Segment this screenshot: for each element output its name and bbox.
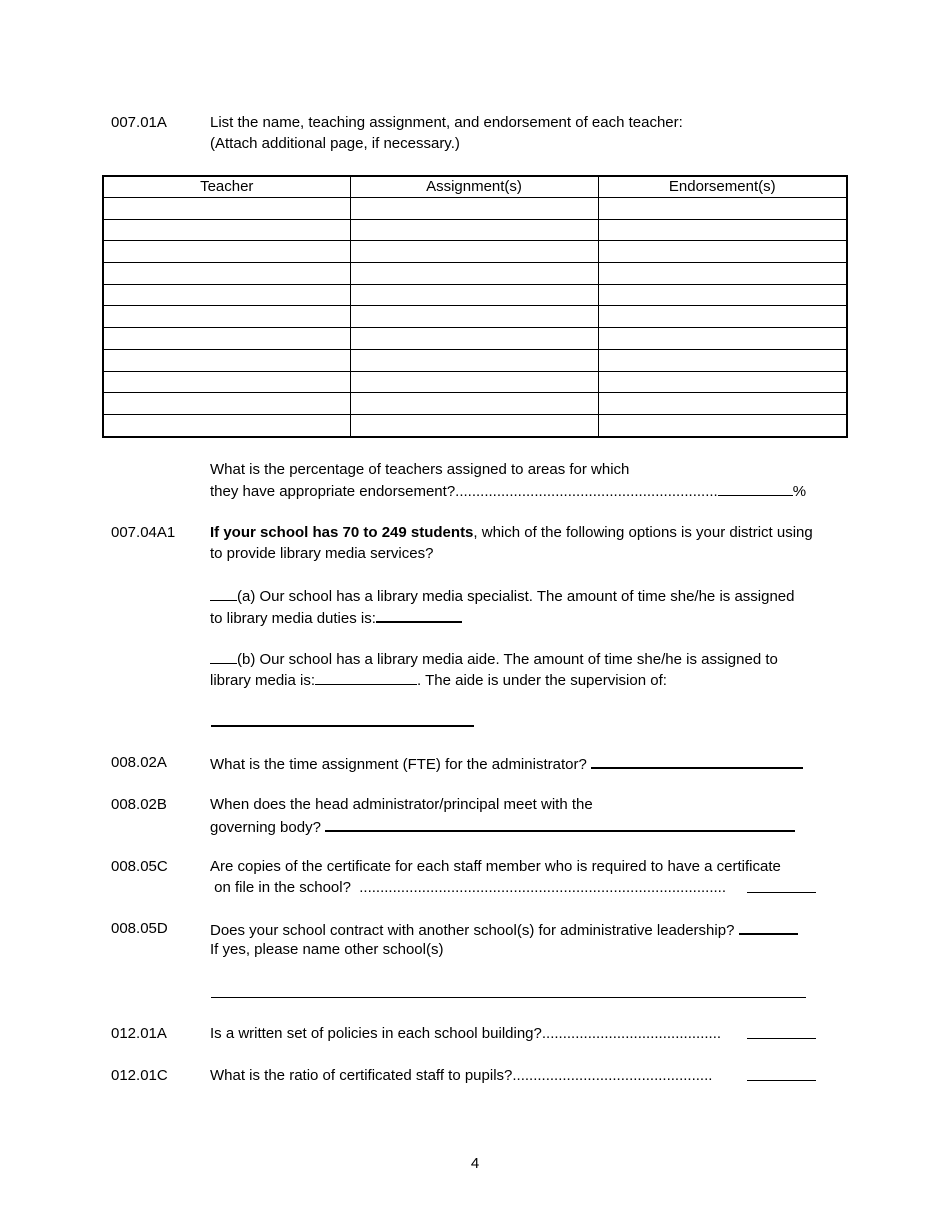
endorsement-cell[interactable] xyxy=(598,263,847,285)
teacher-cell[interactable] xyxy=(103,198,350,220)
library-question-rest: , which of the following options is your district using xyxy=(473,524,813,541)
table-row xyxy=(103,241,847,263)
endorsement-cell[interactable] xyxy=(598,198,847,220)
section-code: 008.02B xyxy=(111,796,167,813)
percent-sign: % xyxy=(792,483,807,500)
teacher-table xyxy=(102,175,848,438)
option-b-line1 xyxy=(210,648,778,670)
table-row xyxy=(103,328,847,350)
library-condition: If your school has 70 to 249 students xyxy=(210,524,474,541)
teacher-cell[interactable] xyxy=(103,393,350,415)
endorsement-cell[interactable] xyxy=(598,414,847,436)
endorsement-cell[interactable] xyxy=(598,328,847,350)
percentage-question-line1: What is the percentage of teachers assigned to areas for which xyxy=(210,461,630,478)
option-b-text3: . The aide is under the supervision of: xyxy=(417,672,667,689)
contract-answer-blank[interactable] xyxy=(739,918,798,935)
endorsement-cell[interactable] xyxy=(598,219,847,241)
leader-dots: ............................................................... xyxy=(455,483,718,500)
ratio-question: What is the ratio of certificated staff to pupils?................................................ xyxy=(210,1067,713,1084)
section-code: 008.05C xyxy=(111,858,168,875)
governing-question-text: governing body? xyxy=(210,819,321,836)
endorsement-cell[interactable] xyxy=(598,371,847,393)
table-row xyxy=(103,198,847,220)
certificate-answer-blank[interactable] xyxy=(747,892,816,893)
table-row xyxy=(103,219,847,241)
section-code: 007.01A xyxy=(111,114,167,131)
fte-blank[interactable] xyxy=(591,752,803,769)
endorsement-cell[interactable] xyxy=(598,393,847,415)
option-a-line2 xyxy=(210,606,462,629)
assignment-column-header: Assignment(s) xyxy=(350,176,598,198)
table-row xyxy=(103,263,847,285)
ratio-answer-blank[interactable] xyxy=(747,1080,816,1081)
contract-question-line1 xyxy=(210,918,798,941)
option-a-text: (a) Our school has a library media specialist. The amount of time she/he is assigned xyxy=(237,588,795,605)
option-b-check-blank[interactable] xyxy=(210,648,237,664)
option-a-check-blank[interactable] xyxy=(210,585,237,601)
percentage-question-text: they have appropriate endorsement? xyxy=(210,483,456,500)
assignment-cell[interactable] xyxy=(350,393,598,415)
governing-question-line1: When does the head administrator/principal meet with the xyxy=(210,796,593,813)
assignment-cell[interactable] xyxy=(350,349,598,371)
fte-question-text: What is the time assignment (FTE) for the administrator? xyxy=(210,756,587,773)
library-question-line1 xyxy=(210,522,813,543)
teacher-cell[interactable] xyxy=(103,328,350,350)
page-number: 4 xyxy=(470,1155,480,1172)
assignment-cell[interactable] xyxy=(350,263,598,285)
table-row xyxy=(103,371,847,393)
assignment-cell[interactable] xyxy=(350,198,598,220)
table-header-row xyxy=(103,176,847,198)
percentage-question-line2 xyxy=(210,480,806,502)
teacher-cell[interactable] xyxy=(103,349,350,371)
endorsement-cell[interactable] xyxy=(598,284,847,306)
assignment-cell[interactable] xyxy=(350,241,598,263)
assignment-cell[interactable] xyxy=(350,414,598,436)
section-code: 012.01C xyxy=(111,1067,168,1084)
endorsement-column-header: Endorsement(s) xyxy=(598,176,847,198)
option-a-line1 xyxy=(210,585,795,607)
governing-body-blank[interactable] xyxy=(325,815,795,832)
contract-question-line2: If yes, please name other school(s) xyxy=(210,941,444,958)
percentage-blank[interactable] xyxy=(718,480,793,496)
section-code: 008.05D xyxy=(111,920,168,937)
governing-question-line2 xyxy=(210,815,795,838)
section-code: 012.01A xyxy=(111,1025,167,1042)
certificate-question-line1: Are copies of the certificate for each staff member who is required to have a certificate xyxy=(210,858,781,875)
endorsement-cell[interactable] xyxy=(598,241,847,263)
assignment-cell[interactable] xyxy=(350,306,598,328)
teacher-cell[interactable] xyxy=(103,371,350,393)
section-note: (Attach additional page, if necessary.) xyxy=(210,135,460,152)
table-row xyxy=(103,306,847,328)
option-b-line2 xyxy=(210,669,667,691)
teacher-cell[interactable] xyxy=(103,284,350,306)
policies-question: Is a written set of policies in each school building?........................................... xyxy=(210,1025,722,1042)
assignment-cell[interactable] xyxy=(350,284,598,306)
policies-answer-blank[interactable] xyxy=(747,1038,816,1039)
section-instruction: List the name, teaching assignment, and endorsement of each teacher: xyxy=(210,114,683,131)
contract-question-text: Does your school contract with another school(s) for administrative leadership? xyxy=(210,922,735,939)
table-row xyxy=(103,393,847,415)
assignment-cell[interactable] xyxy=(350,371,598,393)
aide-time-blank[interactable] xyxy=(315,669,417,685)
table-row xyxy=(103,349,847,371)
option-b-text: (b) Our school has a library media aide. The amount of time she/he is assigned to xyxy=(237,651,778,668)
table-row xyxy=(103,414,847,436)
section-code: 007.04A1 xyxy=(111,524,176,541)
endorsement-cell[interactable] xyxy=(598,306,847,328)
assignment-cell[interactable] xyxy=(350,219,598,241)
other-schools-blank[interactable] xyxy=(211,997,806,998)
teacher-cell[interactable] xyxy=(103,219,350,241)
teacher-column-header: Teacher xyxy=(103,176,350,198)
teacher-cell[interactable] xyxy=(103,306,350,328)
teacher-cell[interactable] xyxy=(103,263,350,285)
teacher-cell[interactable] xyxy=(103,414,350,436)
table-row xyxy=(103,284,847,306)
assignment-cell[interactable] xyxy=(350,328,598,350)
specialist-time-blank[interactable] xyxy=(376,606,462,623)
section-code: 008.02A xyxy=(111,754,167,771)
fte-question xyxy=(210,752,803,775)
certificate-question-line2: on file in the school? ........................................................................................ xyxy=(210,879,726,896)
endorsement-cell[interactable] xyxy=(598,349,847,371)
supervisor-blank[interactable] xyxy=(211,725,474,727)
teacher-cell[interactable] xyxy=(103,241,350,263)
option-b-text2: library media is: xyxy=(210,672,316,689)
library-question-line2: to provide library media services? xyxy=(210,545,434,562)
option-a-text2: to library media duties is: xyxy=(210,610,376,627)
